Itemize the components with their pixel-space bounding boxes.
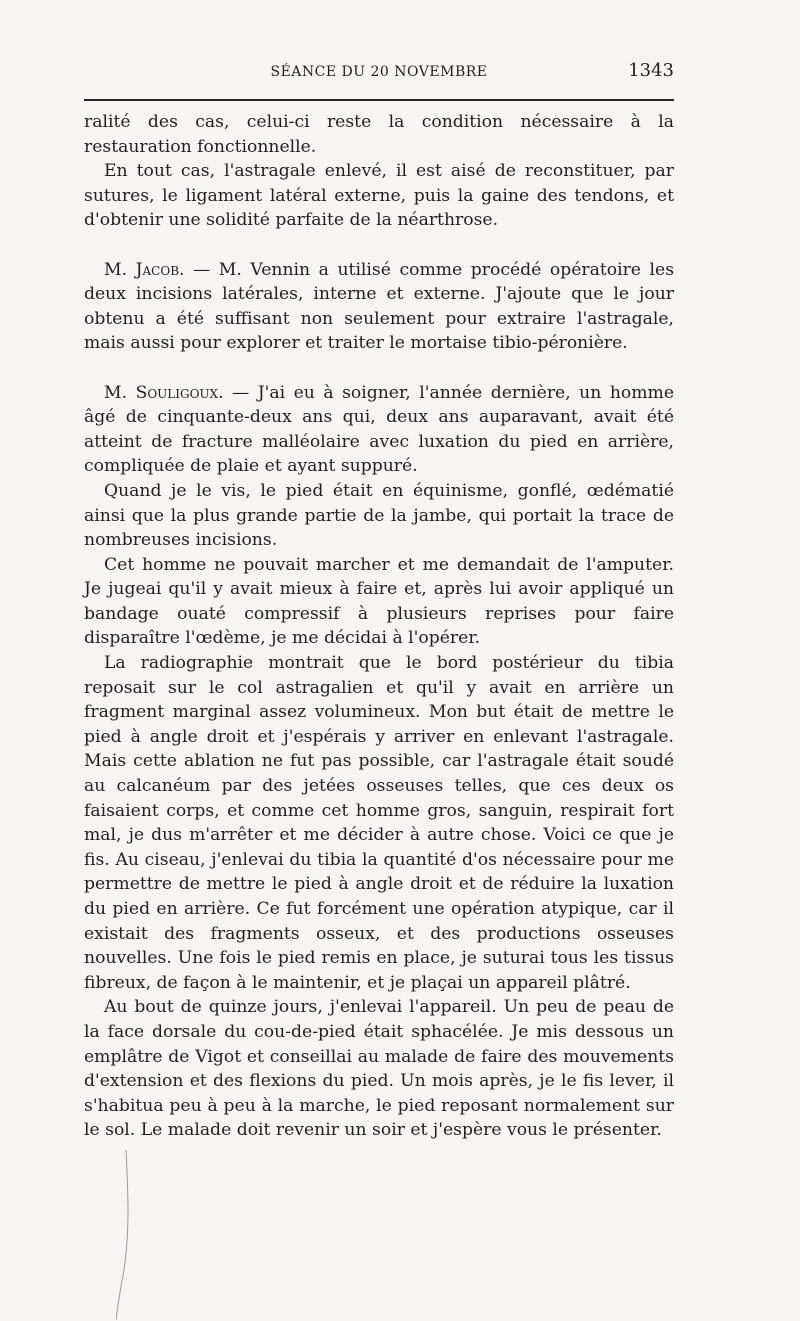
paragraph-speaker-jacob — [84, 258, 674, 356]
paragraph-continuation: ralité des cas, celui-ci reste la condition nécessaire à la restauration fonctionnelle. — [84, 112, 674, 157]
paragraph-speaker-souligoux — [84, 381, 674, 479]
body-text — [84, 110, 674, 1143]
paragraph-text: J'ai eu à soigner, l'année dernière, un homme âgé de cinquante-deux ans qui, deux ans auparavant, avait été atteint de fracture malléolaire avec luxation du pied en arrière, compliquée de plaie et ayant suppuré. — [84, 382, 675, 477]
header-rule — [84, 99, 674, 101]
speaker-dash: . — M. — [179, 259, 251, 280]
speaker-prefix: M. — [104, 259, 136, 280]
paragraph: Au bout de quinze jours, j'enlevai l'appareil. Un peu de peau de la face dorsale du cou-de-pied était sphacélée. Je mis dessous un emplâtre de Vigot et conseillai au malade de faire des mouvements d'extension et des flexions du pied. Un mois après, je le fis lever, il s'habitua peu à peu à la marche, le pied reposant normalement sur le sol. Le malade doit revenir un soir et j'espère vous le présenter. — [84, 997, 674, 1141]
paragraph: Cet homme ne pouvait marcher et me demandait de l'amputer. Je jugeai qu'il y avait mieux à faire et, après lui avoir appliqué un bandage ouaté compressif à plusieurs reprises pour faire disparaître l'œdème, je me décidai à l'opérer. — [84, 554, 674, 649]
speaker-dash: . — — [218, 382, 258, 403]
page-number: 1343 — [628, 60, 674, 81]
paragraph-text: Vennin a utilisé comme procédé opératoire les deux incisions latérales, interne et externe. J'ajoute que le jour obtenu a été suffisant non seulement pour extraire l'astragale, mais aussi pour explorer et traiter le mortaise tibio-péronière. — [84, 259, 675, 354]
paragraph: La radiographie montrait que le bord postérieur du tibia reposait sur le col astragalien et qu'il y avait en arrière un fragment marginal assez volumineux. Mon but était de mettre le pied à angle droit et j'espérais y arriver en enlevant l'astragale. Mais cette ablation ne fut pas possible, car l'astragale était soudé au calcanéum par des jetées osseuses telles, que ces deux os faisaient corps, et comme cet homme gros, sanguin, respirait fort mal, je dus m'arrêter et me décider à autre chose. Voici ce que je fis. Au ciseau, j'enlevai du tibia la quantité d'os nécessaire pour me permettre de mettre le pied à angle droit et de réduire la luxation du pied en arrière. Ce fut forcément une opération atypique, car il existait des fragments osseux, et des productions osseuses nouvelles. Une fois le pied remis en place, je suturai tous les tissus fibreux, de façon à le maintenir, et je plaçai un appareil plâtré. — [84, 653, 674, 993]
paragraph: Quand je le vis, le pied était en équinisme, gonflé, œdématié ainsi que la plus grande partie de la jambe, qui portait la trace de nombreuses incisions. — [84, 480, 674, 551]
running-header — [84, 58, 674, 88]
paragraph: En tout cas, l'astragale enlevé, il est aisé de reconstituer, par sutures, le ligament latéral externe, puis la gaine des tendons, et d'obtenir une solidité parfaite de la néarthrose. — [84, 161, 674, 231]
speaker-name-jacob: Jacob — [135, 259, 180, 280]
speaker-name-souligoux: Souligoux — [135, 382, 219, 403]
header-title: SÉANCE DU 20 NOVEMBRE — [270, 64, 488, 80]
speaker-prefix: M. — [104, 382, 136, 403]
pencil-mark — [116, 1150, 146, 1320]
